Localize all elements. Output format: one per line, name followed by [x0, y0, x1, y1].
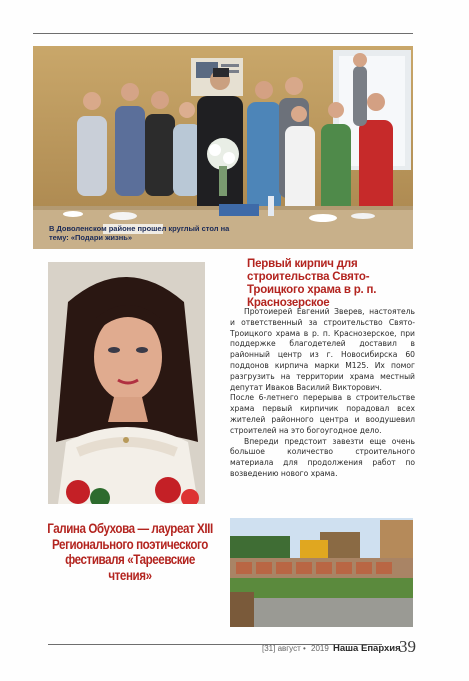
construction-image: [230, 518, 413, 627]
construction-photo: [230, 518, 413, 627]
poet-announcement: Галина Обухова — лауреат XIII Регионального поэтического фестиваля «Тареевские чтения»: [47, 521, 213, 583]
group-photo-caption: В Доволенском районе прошел круглый стол на тему: «Подари жизнь»: [49, 224, 230, 242]
footer-bullet: •: [303, 644, 306, 653]
article-body: [230, 307, 415, 480]
group-photo-image: [33, 46, 413, 249]
article-paragraph-1: Протоиерей Евгений Зверев, настоятель и ответственный за строительство Свято-Троицкого храма в р. п. Краснозерское, при поддержке благодетелей доставил в районный центр из г. Новосибирска 60 поддонов кирпича марки М125. Их помог разгрузить на территории храма местный депутат Иваков Василий Викторович.: [230, 307, 415, 392]
portrait-photo: [48, 262, 205, 504]
article-paragraph-2: После 6-летнего перерыва в строительстве храма первый кирпичик порадовал всех жителей районного центра и воодушевил строителей на это богоугодное дело.: [230, 393, 415, 435]
group-photo: [33, 46, 413, 249]
portrait-image: [48, 262, 205, 504]
article-headline: Первый кирпич для строительства Свято-Троицкого храма в р. п. Краснозерское: [247, 258, 377, 309]
footer-rule: [48, 644, 382, 645]
footer-year: 2019: [311, 644, 329, 653]
page-number: 39: [399, 637, 416, 656]
top-rule: [33, 33, 413, 34]
footer-issue: [31] август: [262, 644, 301, 653]
footer-magazine-title: Наша Епархия: [333, 643, 401, 654]
article-paragraph-3: Впереди предстоит завезти еще очень большое количество строительного материала для продолжения работ по возведению нового храма.: [230, 436, 415, 478]
